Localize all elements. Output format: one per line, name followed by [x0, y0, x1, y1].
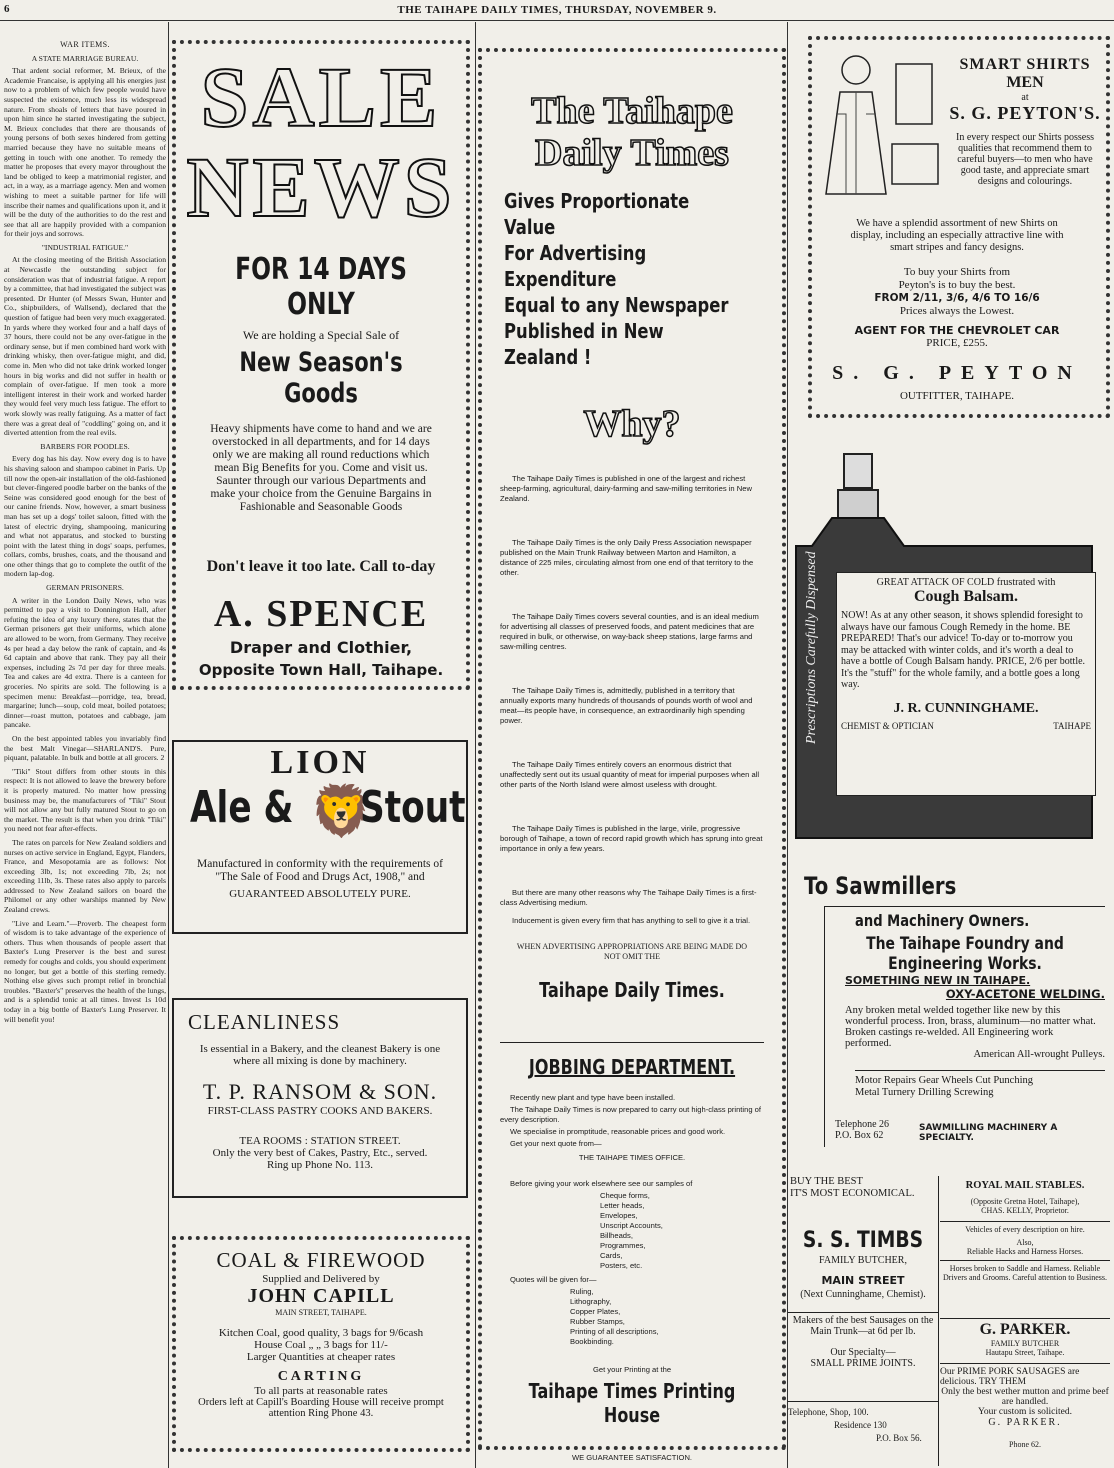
masthead-rule	[0, 20, 1114, 21]
get-printing: Get your Printing at the	[592, 1365, 672, 1374]
shirt-man-illustration	[816, 44, 942, 206]
smart-shirts-title: SMART SHIRTS	[959, 56, 1091, 73]
ransom-phone: Ring up Phone No. 113.	[267, 1159, 373, 1171]
quote-item: Copper Plates,	[570, 1307, 621, 1316]
times-title-1: The Taihape	[531, 90, 733, 132]
times-title-2: Daily Times	[535, 132, 729, 174]
parker-signature: G. PARKER.	[988, 1417, 1062, 1428]
promo-paragraph: The Taihape Daily Times entirely covers an enormous district that unaffectedly sent out its usual quantity of meat for imperial purposes when all other parts of the North Island were almost useless with drought.	[500, 760, 760, 789]
article-paragraph: At the closing meeting of the British Association at Newcastle the outstanding subject for consideration was that of industrial fatigue. A report by a committee, that had investigated the subject was presented. Dr Hunter (of Messrs Swan, Hunter and Co., shipbuilders, of Wallsend), declared that the question of fatigue had been very much exaggerated. In yards where they worked four and a half days of 37 hours, there could not be any over-fatigue in the ordinary sense, but if men combined hard work with drinking whisky, then over-fatigue might, and did, come in. Men who did not take drink worked longer hours in big works and did not suffer in health or complain of over-fatigue. If men took a more intelligent interest in their work and worked harder they would feel very much less fatigue. The effort to work slowly was really fatiguing. As a matter of fact there was a great deal of "coddling" going on, and it diverted attention from the real evils.	[4, 255, 166, 438]
balsam-body: NOW! As at any other season, it shows splendid foresight to always have our famous Cough Remedy in the home. BE PREPARED! That's our advice! To-day or to-morrow you may be attacked with winter colds, and it's worth a deal to have a bottle of Cough Balsam handy. PRICE, 2/6 per bottle. It's the "stuff" for the whole family, and a bottle goes a long way.	[841, 610, 1086, 690]
welding-text: Any broken metal welded together like new by this wonderful process. Iron, brass, aluminum—no matter what. Broken castings re-welded. All Engineering work performed.	[845, 1005, 1096, 1049]
timbs-next: (Next Cunninghame, Chemist).	[800, 1289, 926, 1300]
sale-news-ad	[172, 40, 470, 690]
stables-opp: (Opposite Gretna Hotel, Taihape),	[970, 1197, 1080, 1206]
at-text: at	[1021, 92, 1029, 103]
promo-paragraph: But there are many other reasons why The Taihape Daily Times is a first-class Advertising medium.	[500, 888, 757, 907]
article-paragraph: A writer in the London Daily News, who was permitted to pay a visit to Donnington Hall, after refuting the idea of any luxury there, states that the German prisoners get their uniforms, which alone are allowed to be worn, from Germany. They receive 4s per head a day below the rank of captain, and 4s 6d captain and above that rank. They pay all their expenses, including 2s 7d per day for three meals. Tea and cakes are 4d extra. There is a canteen for groceries. No spirits are sold. The following is a specimen menu: Breakfast—porridge, tea, bread, margarine; lunch—soup, cold meat, boiled potatoes; dinner—roast mutton, potatoes and cabbage, jam pancake.	[4, 595, 166, 730]
parker-trade: FAMILY BUTCHER	[990, 1339, 1060, 1348]
stables-vehicles: Vehicles of every description on hire.	[940, 1221, 1110, 1234]
sample-item: Envelopes,	[600, 1211, 638, 1220]
metal-line: Metal Turnery Drilling Screwing	[855, 1087, 994, 1098]
times-office: THE TAIHAPE TIMES OFFICE.	[578, 1153, 686, 1162]
value-line: Gives Proportionate Value	[504, 189, 690, 239]
timbs-tel: Telephone, Shop, 100.	[788, 1407, 869, 1417]
peyton-name: S. G. PEYTON'S.	[949, 103, 1101, 123]
parker-butcher-ad	[940, 1318, 1110, 1467]
chemist-text: CHEMIST & OPTICIAN	[841, 720, 934, 731]
foundry-tel: Telephone 26	[835, 1119, 890, 1130]
sample-item: Posters, etc.	[600, 1261, 643, 1270]
parker-pork: Our PRIME PORK SAUSAGES are delicious. TRY THEM	[940, 1363, 1110, 1387]
stables-title: ROYAL MAIL STABLES.	[965, 1180, 1085, 1191]
buy-best: BUY THE BEST	[790, 1176, 863, 1187]
promo-paragraph: The Taihape Daily Times covers several counties, and is an ideal medium for advertising all classes of preserved foods, and patent medicines that are required in bulk, or otherwise, on way-back sheep stations, large farms and saw-milling centres.	[500, 612, 759, 651]
motor-line: Motor Repairs Gear Wheels Cut Punching	[855, 1075, 1033, 1086]
cunninghame-ad	[792, 446, 1110, 846]
jobbing-text: Recently new plant and type have been installed.	[510, 1093, 676, 1102]
timbs-res: Residence 130	[834, 1420, 887, 1430]
timbs-butcher-ad	[788, 1176, 939, 1466]
sale-body: Heavy shipments have come to hand and we are overstocked in all departments, and for 14 days only we are making all round reductions which mean Big Benefits for you. Come and visit us. Saunter through our various Departments and make your choice from the Genuine Bargains in Fashionable and Seasonable Goods	[210, 423, 432, 513]
buy-line-2: Peyton's is to buy the best.	[898, 279, 1016, 291]
column-rule-2	[475, 22, 476, 1468]
page-number: 6	[4, 3, 10, 15]
promo-paragraph: Inducement is given every firm that has anything to sell to give it a trial.	[512, 916, 751, 925]
section-title: "INDUSTRIAL FATIGUE."	[41, 242, 129, 252]
pulleys-text: American All-wrought Pulleys.	[973, 1049, 1105, 1060]
bottle-label: Prescriptions Carefully Dispensed	[804, 551, 819, 744]
carting-parts: To all parts at reasonable rates	[254, 1385, 388, 1397]
holding-text: We are holding a Special Sale of	[242, 328, 400, 342]
days-only: FOR 14 DAYS ONLY	[235, 252, 407, 322]
spence-trade: Draper and Clothier,	[229, 638, 413, 657]
value-line: Published in New Zealand !	[504, 319, 664, 369]
taihape-times-promo	[478, 48, 786, 1462]
promo-paragraph: The Taihape Daily Times is published in the large, virile, progressive borough of Taihape, a town of record rapid growth which has sprung into great importance in only a few years.	[500, 824, 763, 853]
value-line: Equal to any Newspaper	[504, 293, 729, 317]
spence-address: Opposite Town Hall, Taihape.	[198, 661, 444, 679]
timbs-name: S. S. TIMBS	[802, 1228, 924, 1253]
promo-paragraph: The Taihape Daily Times is the only Daily Press Association newspaper published on the Main Trunk Railway between Marton and Hamilton, a distance of 225 miles, circulating almost from one end of that territory to the other.	[500, 538, 754, 577]
timbs-joints: SMALL PRIME JOINTS.	[810, 1358, 916, 1369]
carting-heading: CARTING	[277, 1369, 365, 1384]
war-items-heading: WAR ITEMS.	[60, 40, 110, 49]
sample-item: Unscript Accounts,	[600, 1221, 663, 1230]
promo-paragraph: The Taihape Daily Times is, admittedly, published in a territory that annually exports many hundreds of thousands of pounds worth of wool and meat—its people have, in consequence, an extraordinarily high spending power.	[500, 686, 753, 725]
quote-item: Ruling,	[570, 1287, 594, 1296]
new-season-goods: New Season's Goods	[239, 347, 403, 409]
when-advertising: WHEN ADVERTISING APPROPRIATIONS ARE BEING MADE DO NOT OMIT THE	[516, 942, 748, 961]
why-heading: Why?	[583, 403, 681, 445]
promo-paragraph: The Taihape Daily Times is published in one of the largest and richest sheep-farming, agricultural, dairy-farming and saw-milling territories in New Zealand.	[500, 474, 752, 503]
peyton-shirts-ad	[808, 36, 1110, 418]
coal-line-2: House Coal „ „ 3 bags for 11/-	[254, 1339, 388, 1351]
quote-item: Rubber Stamps,	[570, 1317, 625, 1326]
stables-prop: CHAS. KELLY, Proprietor.	[981, 1206, 1069, 1215]
peyton-prices: FROM 2/11, 3/6, 4/6 TO 16/6	[874, 292, 1040, 304]
capill-coal-ad	[172, 1236, 470, 1452]
jobbing-text: The Taihape Daily Times is now prepared to carry out high-class printing of every description.	[500, 1105, 761, 1124]
jobbing-text: Before giving your work elsewhere see our samples of	[510, 1179, 693, 1188]
war-items-column	[4, 36, 166, 1464]
lion-icon: 🦁	[310, 783, 373, 839]
quote-item: Bookbinding.	[570, 1337, 614, 1346]
call-today: Don't leave it too late. Call to-day	[206, 558, 436, 575]
sample-item: Letter heads,	[600, 1201, 645, 1210]
cleanliness-title: CLEANLINESS	[188, 1010, 341, 1034]
chevrolet-price: PRICE, £255.	[926, 337, 988, 349]
cleanliness-text: Is essential in a Bakery, and the cleanest Bakery is one where all mixing is done by machinery.	[199, 1043, 441, 1067]
lion-text: Manufactured in conformity with the requirements of "The Sale of Food and Drugs Act, 1908," and	[197, 858, 443, 883]
peyton-assortment: We have a splendid assortment of new Shirts on display, including an especially attractive line with smart stripes and fancy designs.	[850, 218, 1064, 253]
value-line: For Advertising Expenditure	[504, 241, 647, 291]
sale-heading: SALE	[200, 49, 442, 145]
news-heading: NEWS	[186, 139, 456, 235]
ransom-name: T. P. RANSOM & SON.	[202, 1079, 438, 1104]
foundry-name-2: Engineering Works.	[888, 954, 1042, 974]
timbs-trade: FAMILY BUTCHER,	[819, 1255, 907, 1266]
timbs-specialty: Our Specialty—	[830, 1347, 896, 1358]
article-paragraph: "Tiki" Stout differs from other stouts in this respect: It is not allowed to leave the brewery before it is properly matured. No matter how pressing business may be, the manufacturers of "Tiki" Stout will not allow any but fully matured Stout to go on the market. The result is that when you drink "Tiki" you need not fear after-effects.	[4, 766, 166, 834]
men-title: MEN	[1006, 74, 1044, 91]
section-title: BARBERS FOR POODLES.	[40, 441, 130, 451]
printing-house: Taihape Times Printing House	[528, 1379, 736, 1427]
parker-custom: Your custom is solicited.	[977, 1407, 1073, 1417]
sample-item: Programmes,	[600, 1241, 646, 1250]
cunninghame-name: J. R. CUNNINGHAME.	[893, 700, 1039, 716]
jobbing-text: We specialise in promptitude, reasonable prices and good work.	[510, 1127, 726, 1136]
parker-street: Hautapu Street, Taihape.	[985, 1348, 1065, 1357]
newspaper-title: THE TAIHAPE DAILY TIMES, THURSDAY, NOVEMBER 9.	[397, 4, 717, 16]
buy-line-1: To buy your Shirts from	[903, 266, 1011, 278]
machinery-owners: and Machinery Owners.	[855, 911, 1030, 930]
peyton-lowest: Prices always the Lowest.	[899, 305, 1015, 317]
foundry-specialty: SAWMILLING MACHINERY A SPECIALTY.	[919, 1123, 1058, 1143]
timbs-box: P.O. Box 56.	[876, 1433, 922, 1443]
coal-line-3: Larger Quantities at cheaper rates	[246, 1351, 396, 1363]
section-title: GERMAN PRISONERS.	[46, 583, 124, 593]
article-paragraph: That ardent social reformer, M. Brieux, of the Academie Francaise, is applying all his energies just now to a problem of which few people would have suspected the existence, much less its widespread nature. From shoals of letters that have poured in upon him since he started investigating the subject, M. Brieux concludes that there are thousands of young persons of both sexes hindered from getting married because they have no suitable means of getting in touch with one another. To remedy the matter he proposes that every mayor throughout the land be obliged to keep a matrimonial register, and act, in a way, as a marriage agency. Men and women wishing to meet a suitable partner for life will inscribe their names and qualifications upon it, and it will be the duty of the authorities to do the rest and see that all are happily provided with a companion for their joys and sorrows.	[4, 66, 166, 239]
article-paragraph: Every dog has his day. Now every dog is to have his shaving saloon and shampoo cabinet in Paris. Up till now the open-air installation of the old-fashioned but clever-fingered poodle barber on the banks of the Seine was considered good enough for the best of our canine friends. Now, however, a smart business man has set up a dogs' toilet saloon, fitted with the latest of electric drying, shampooing, manicuring and what not apparatus, and stocked to bursting point with the latest thing in dogs' soaps, perfumes, collars, combs, brushes, coats, and the thousand and one other things that go to complete the outfit of the modern lap-dog.	[4, 454, 166, 579]
attack-text: GREAT ATTACK OF COLD frustrated with	[876, 577, 1056, 588]
times-omit: Taihape Daily Times.	[539, 978, 725, 1002]
article-paragraph: On the best appointed tables you invariably find the best Malt Vinegar—SHARLAND'S. Pure, piquant, palatable. In bulk and bottle at all grocers. 2	[4, 733, 166, 763]
quote-item: Lithography,	[570, 1297, 612, 1306]
jobbing-title: JOBBING DEPARTMENT.	[528, 1055, 736, 1079]
ransom-only: Only the very best of Cakes, Pastry, Etc., served.	[212, 1147, 428, 1159]
article-paragraph: The rates on parcels for New Zealand soldiers and nurses on active service in England, Egypt, Flanders, France, and Mesopotamia are as follows: Not exceeding 3lb, 1s; not exceeding 7lb, 2s; not exceeding 11lb, 3s. These rates also apply to parcels addressed to New Zealand sailors on board the Philomel or any other warships manned by New Zealand crews.	[4, 837, 166, 915]
capill-street: MAIN STREET, TAIHAPE.	[275, 1308, 367, 1317]
something-new: SOMETHING NEW IN TAIHAPE.	[845, 974, 1031, 987]
coal-line-1: Kitchen Coal, good quality, 3 bags for 9/6cash	[218, 1327, 424, 1339]
to-sawmillers: To Sawmillers	[804, 872, 957, 900]
chemist-place: TAIHAPE	[1053, 720, 1091, 731]
timbs-street: MAIN STREET	[821, 1274, 905, 1287]
sample-item: Cards,	[600, 1251, 623, 1260]
jobbing-text: Quotes will be given for—	[510, 1275, 597, 1284]
peyton-outfitter: OUTFITTER, TAIHAPE.	[899, 390, 1015, 402]
sample-item: Cheque forms,	[600, 1191, 650, 1200]
ale-text: Ale &	[190, 782, 294, 833]
guarantee-satisfaction: WE GUARANTEE SATISFACTION.	[571, 1453, 693, 1462]
jobbing-text: Get your next quote from—	[510, 1139, 602, 1148]
peyton-big-name: S. G. PEYTON	[832, 362, 1082, 384]
quote-item: Printing of all descriptions,	[570, 1327, 659, 1336]
capill-name: JOHN CAPILL	[247, 1285, 395, 1307]
foundry-ad	[804, 872, 1108, 1152]
peyton-respect: In every respect our Shirts possess qualities that recommend them to careful buyers—to men who have good taste, and appreciate smart designs and colourings.	[955, 132, 1095, 187]
stables-also: Also,	[1016, 1238, 1034, 1247]
ransom-bakery-ad	[172, 998, 468, 1198]
economical: IT'S MOST ECONOMICAL.	[790, 1188, 915, 1199]
parker-name: G. PARKER.	[979, 1321, 1071, 1338]
article-paragraph: "Live and Learn."—Proverb. The cheapest form of wisdom is to take advantage of the experience of others. Thus when thousands of people assert that Baxter's Lung Preserver is the best and surest remedy for coughs and colds, you should experiment no longer, but get a bottle of this sterling remedy. Nothing else gives such prompt relief in bronchial troubles. "Baxter's" preserves the health of the lungs, and is a splendid tonic at all times. Invest 1s 10d today in a big bottle of Baxter's Lung Preserver. It will benefit you!	[4, 918, 166, 1024]
stout-text: Stout	[360, 782, 466, 833]
chevrolet-agent: AGENT FOR THE CHEVROLET CAR	[854, 324, 1060, 337]
lion-title: LION	[270, 744, 370, 781]
cough-balsam: Cough Balsam.	[913, 588, 1019, 605]
section-title: A STATE MARRIAGE BUREAU.	[31, 53, 139, 63]
coal-title: COAL & FIREWOOD	[216, 1248, 426, 1272]
stables-hacks: Reliable Hacks and Harness Horses.	[966, 1247, 1084, 1256]
masthead	[0, 0, 1114, 22]
parker-phone: Phone 62.	[1009, 1440, 1041, 1449]
sample-item: Billheads,	[600, 1231, 633, 1240]
timbs-makers: Makers of the best Sausages on the Main Trunk—at 6d per lb.	[788, 1312, 938, 1337]
royal-mail-stables-ad	[940, 1176, 1110, 1316]
foundry-box: P.O. Box 62	[835, 1130, 884, 1141]
spence-name: A. SPENCE	[213, 593, 429, 635]
stables-broken: Horses broken to Saddle and Harness. Reliable Drivers and Grooms. Careful attention to Business.	[940, 1260, 1110, 1282]
ransom-trade: FIRST-CLASS PASTRY COOKS AND BAKERS.	[207, 1105, 433, 1117]
supplied-text: Supplied and Delivered by	[262, 1273, 380, 1285]
oxy-welding: OXY-ACETONE WELDING.	[945, 987, 1105, 1001]
tea-rooms: TEA ROOMS : STATION STREET.	[239, 1135, 401, 1147]
lion-guarantee: GUARANTEED ABSOLUTELY PURE.	[229, 888, 411, 900]
lion-ale-ad	[172, 740, 468, 934]
parker-mutton: Only the best wether mutton and prime beef are handled.	[941, 1387, 1109, 1407]
foundry-name-1: The Taihape Foundry and	[866, 934, 1064, 954]
column-rule-1	[168, 22, 169, 1468]
carting-orders: Orders left at Capill's Boarding House will receive prompt attention Ring Phone 43.	[198, 1397, 444, 1419]
